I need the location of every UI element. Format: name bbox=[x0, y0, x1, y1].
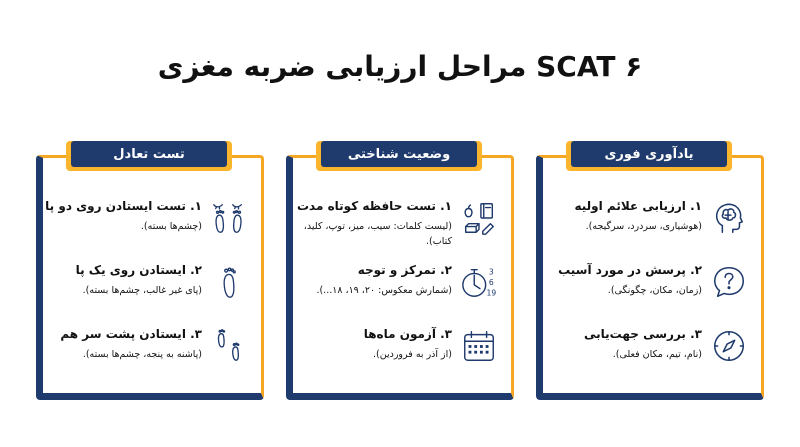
single-foot-icon bbox=[210, 263, 248, 301]
list-item bbox=[44, 263, 262, 323]
timer-number: 19 bbox=[486, 288, 497, 298]
timer-countdown-icon bbox=[460, 263, 498, 301]
list-item bbox=[544, 263, 762, 323]
question-bubble-icon bbox=[710, 263, 748, 301]
list-item bbox=[294, 263, 512, 323]
item-description: (زمان، مکان، چگونگی). bbox=[607, 285, 702, 296]
list-item bbox=[294, 327, 512, 387]
item-description: (نام، تیم، مکان فعلی). bbox=[612, 349, 702, 360]
card-cognitive-status bbox=[286, 146, 514, 400]
item-title: ۳. آزمون ماه‌ها bbox=[363, 327, 452, 341]
item-title: ۲. تمرکز و توجه bbox=[357, 263, 452, 277]
list-item bbox=[544, 327, 762, 387]
item-description: (لیست کلمات: سیب، میز، توپ، کلید، کتاب). bbox=[303, 221, 452, 247]
tandem-feet-icon bbox=[210, 327, 248, 365]
memory-objects-icon bbox=[460, 199, 498, 237]
head-brain-icon bbox=[710, 199, 748, 237]
list-item bbox=[44, 199, 262, 259]
card-header-label: وضعیت شناختی bbox=[321, 141, 477, 167]
timer-number: 6 bbox=[488, 277, 494, 287]
card-header-label: تست تعادل bbox=[71, 141, 227, 167]
list-item bbox=[294, 199, 512, 259]
list-item bbox=[44, 327, 262, 387]
card-immediate-recall bbox=[536, 146, 764, 400]
item-title: ۲. پرسش در مورد آسیب bbox=[558, 263, 702, 277]
item-title: ۳. بررسی جهت‌یابی bbox=[584, 327, 702, 341]
item-description: (پای غیر غالب، چشم‌ها بسته). bbox=[82, 285, 202, 296]
page-title: مراحل ارزیابی ضربه مغزی SCAT ۶ bbox=[157, 50, 643, 83]
compass-icon bbox=[710, 327, 748, 365]
timer-number: 3 bbox=[488, 267, 494, 277]
calendar-icon bbox=[460, 327, 498, 365]
card-balance-test bbox=[36, 146, 264, 400]
item-title: ۳. ایستادن پشت سر هم bbox=[60, 327, 202, 341]
item-description: (شمارش معکوس: ۲۰، ۱۹، ۱۸...). bbox=[316, 285, 452, 296]
item-title: ۱. تست حافظه کوتاه مدت bbox=[296, 199, 452, 213]
item-description: (از آذر به فروردین). bbox=[373, 349, 452, 360]
card-header bbox=[316, 141, 482, 171]
item-title: ۱. تست ایستادن روی دو پا bbox=[45, 199, 202, 213]
item-description: (پاشنه به پنجه، چشم‌ها بسته). bbox=[82, 349, 202, 360]
item-description: (چشم‌ها بسته). bbox=[140, 221, 202, 232]
item-description: (هوشیاری، سردرد، سرگیجه). bbox=[585, 221, 702, 232]
item-title: ۲. ایستادن روی یک پا bbox=[75, 263, 202, 277]
two-feet-closed-eyes-icon bbox=[210, 199, 248, 237]
list-item bbox=[544, 199, 762, 259]
card-header bbox=[66, 141, 232, 171]
item-title: ۱. ارزیابی علائم اولیه bbox=[574, 199, 702, 213]
card-header-label: یادآوری فوری bbox=[571, 141, 727, 167]
card-header bbox=[566, 141, 732, 171]
